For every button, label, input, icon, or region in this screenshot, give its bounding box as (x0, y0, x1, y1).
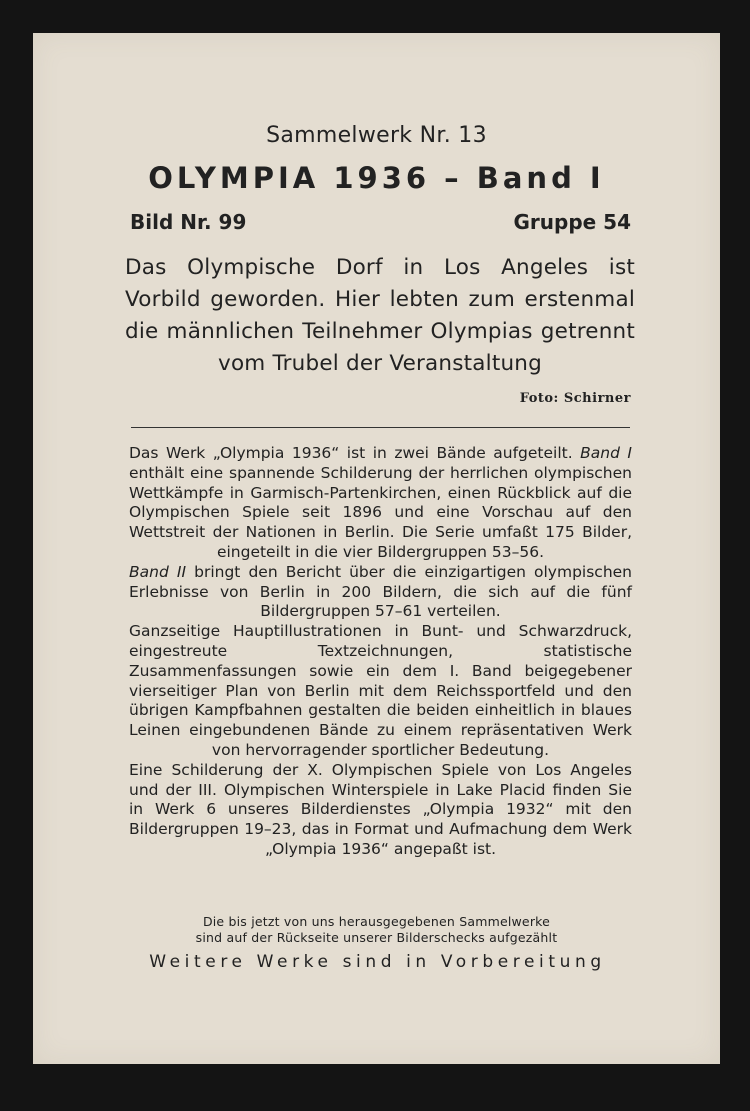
band-two-text: bringt den Bericht über die einzigartigen olympischen Erlebnisse von Berlin in 200 Bildern, die sich auf die fünf Bildergruppen 57–61 verteilen. (129, 562, 632, 621)
intro-sentence: Das Werk „Olympia 1936“ ist in zwei Bände aufgeteilt. (129, 444, 573, 462)
group-number: Gruppe 54 (513, 210, 631, 234)
caption: Das Olympische Dorf in Los Angeles ist Vorbild geworden. Hier lebten zum erstenmal die männlichen Teilnehmer Olympias getrennt vom Trubel der Veranstaltung (125, 255, 635, 376)
trading-card (33, 33, 720, 1064)
band-one-text: enthält eine spannende Schilderung der herrlichen olympischen Wettkämpfe in Garmisch-Partenkirchen, einen Rückblick auf die Olympischen Spiele seit 1896 und eine Vorschau auf den Wettstreit der Nationen in Berlin. Die Serie umfaßt 175 Bilder, eingeteilt in die vier Bildergruppen 53–56. (129, 463, 632, 561)
paragraph-olympia-1932: Eine Schilderung der X. Olympischen Spiele von Los Angeles und der III. Olympischen Winterspiele in Lake Placid finden Sie in Werk 6 unseres Bilderdienstes „Olympia 1932“ mit den Bildergruppen 19–23, das in Format und Aufmachung dem Werk „Olympia 1936“ angepaßt ist. (129, 760, 632, 858)
description-text (129, 444, 632, 860)
footer-line: Weitere Werke sind in Vorbereitung (149, 952, 606, 972)
band-one-label: Band I (580, 444, 632, 462)
paragraph-band-two (129, 563, 632, 622)
picture-number: Bild Nr. 99 (130, 210, 247, 234)
series-title: Sammelwerk Nr. 13 (266, 123, 487, 148)
divider-rule (131, 427, 630, 428)
paragraph-illustrations: Ganzseitige Hauptillustrationen in Bunt- und Schwarzdruck, eingestreute Textzeichnungen, statistische Zusammenfassungen sowie ein dem I. Band beigegebener vierseitiger Plan von Berlin mit dem Reichssportfeld und den übrigen Kampfbahnen gestalten die beiden einheitlich in blaues Leinen eingebundenen Bände zu einem repräsentativen Werk von hervorragender sportlicher Bedeutung. (129, 622, 632, 759)
photo-credit: Foto: Schirner (519, 391, 631, 406)
note-line-1: Die bis jetzt von uns herausgegebenen Sammelwerke (202, 914, 551, 929)
band-two-label: Band II (129, 562, 187, 581)
collection-note (123, 914, 630, 946)
headline: OLYMPIA 1936 – Band I (148, 161, 605, 195)
note-line-2: sind auf der Rückseite unserer Bilderschecks aufgezählt (195, 930, 558, 945)
card-number-row (130, 210, 631, 234)
paragraph-band-one (129, 444, 632, 563)
